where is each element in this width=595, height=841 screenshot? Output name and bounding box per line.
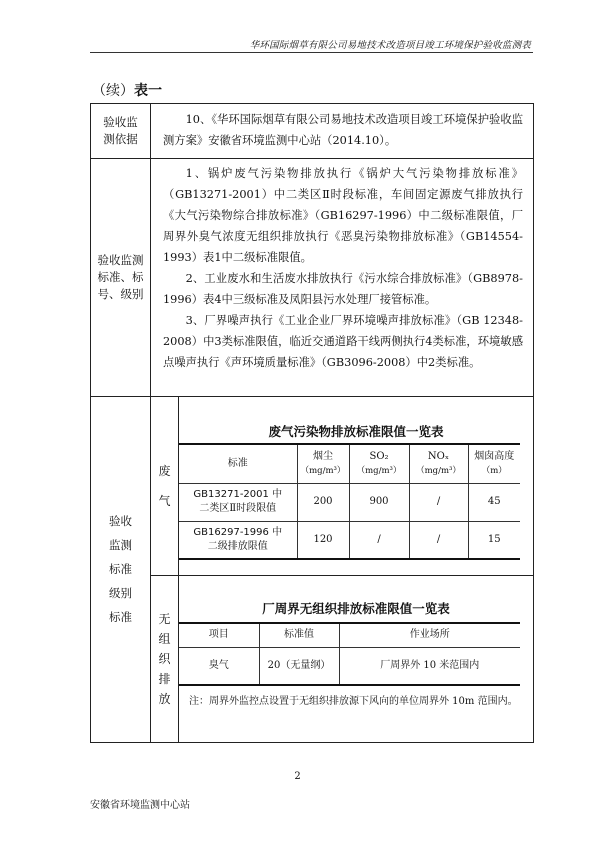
- section-title-prefix: （续）: [92, 83, 134, 99]
- fugitive-label: [151, 576, 179, 742]
- cell-nox: /: [409, 521, 468, 559]
- standards-row: [91, 158, 533, 397]
- cell-standard: [179, 483, 297, 521]
- basis-label-text: 验收监测依据: [103, 115, 138, 146]
- standards-paragraph-1: 1、锅炉废气污染物排放执行《锅炉大气污染物排放标准》（GB13271-2001）中二类区Ⅱ时段标准，车间固定源废气排放执行《大气污染物综合排放标准》（GB16297-1996）中二级标准限值，厂周界外臭气浓度无组织排放执行《恶臭污染物排放标准》（GB14554-1993）表1中二级标准限值。: [163, 167, 523, 264]
- header-value: 标准值: [259, 623, 339, 647]
- main-table: [90, 103, 534, 743]
- cell-height: 15: [468, 521, 520, 559]
- section-title: [92, 80, 162, 100]
- cell-dust: 200: [297, 483, 349, 521]
- cell-standard-line2: 二类区Ⅱ时段限值: [199, 503, 277, 514]
- header-standard: 标准: [179, 444, 297, 483]
- basis-paragraph: 10、《华环国际烟草有限公司易地技术改造项目竣工环境保护验收监测方案》安徽省环境监测中心站（2014.10）。: [163, 113, 523, 147]
- page-number: 2: [294, 771, 301, 782]
- document-header-title: 华环国际烟草有限公司易地技术改造项目竣工环境保护验收监测表: [249, 40, 531, 51]
- fugitive-table-title: 厂周界无组织排放标准限值一览表: [262, 601, 450, 616]
- standards-content: [151, 158, 533, 396]
- header-rule: [90, 52, 533, 53]
- section-title-text: 表一: [134, 83, 162, 99]
- table-row: [179, 483, 520, 521]
- cell-so2: /: [349, 521, 409, 559]
- header-so2-unit: （mg/m³）: [356, 465, 402, 476]
- header-height: [468, 444, 520, 483]
- waste-gas-area: [179, 396, 533, 576]
- limits-label-text: 验收监测标准级别标准: [109, 514, 132, 624]
- waste-gas-table: [179, 443, 520, 560]
- standards-paragraph-2: 2、工业废水和生活废水排放执行《污水综合排放标准》（GB8978-1996）表4中三级标准及凤阳县污水处理厂接管标准。: [163, 272, 523, 306]
- fugitive-note: 注：周界外监控点设置于无组织排放源下风向的单位周界外 10m 范围内。: [189, 696, 518, 707]
- cell-value: 20（无量纲）: [259, 647, 339, 685]
- cell-standard-line1: GB13271-2001 中: [193, 489, 283, 500]
- basis-content: [151, 104, 533, 158]
- cell-item: 臭气: [179, 647, 259, 685]
- header-so2: [349, 444, 409, 483]
- cell-dust: 120: [297, 521, 349, 559]
- fugitive-label-text: 无组织排放: [158, 612, 171, 706]
- header-dust: [297, 444, 349, 483]
- header-height-text: 烟囱高度: [474, 450, 515, 462]
- waste-gas-label-text: 废气: [158, 463, 171, 508]
- cell-height: 45: [468, 483, 520, 521]
- fugitive-header-row: [179, 623, 520, 647]
- standards-label-text: 验收监测标准、标号、级别: [97, 252, 144, 301]
- header-place: 作业场所: [339, 623, 520, 647]
- fugitive-area: [179, 576, 533, 742]
- header-item: 项目: [179, 623, 259, 647]
- header-dust-text: 烟尘: [313, 450, 333, 462]
- cell-place: 厂周界外 10 米范围内: [339, 647, 520, 685]
- header-nox: [409, 444, 468, 483]
- cell-standard: [179, 521, 297, 559]
- header-nox-text: NOₓ: [427, 450, 450, 462]
- header-nox-unit: （mg/m³）: [416, 465, 461, 476]
- waste-gas-label: [151, 396, 179, 576]
- limits-label: [91, 396, 151, 742]
- waste-gas-table-title: 废气污染物排放标准限值一览表: [268, 424, 444, 439]
- header-dust-unit: （mg/m³）: [300, 465, 346, 476]
- header-so2-text: SO₂: [369, 450, 389, 462]
- table-row: [179, 521, 520, 559]
- standards-paragraph-3: 3、厂界噪声执行《工业企业厂界环境噪声排放标准》（GB 12348-2008）中3类标准限值，临近交通道路干线两侧执行4类标准，环境敏感点噪声执行《声环境质量标准》（GB3096-2008）中2类标准。: [163, 314, 523, 369]
- limits-row: [91, 396, 533, 742]
- cell-so2: 900: [349, 483, 409, 521]
- waste-gas-header-row: [179, 444, 520, 483]
- basis-row: [91, 104, 533, 159]
- footer-organization: 安徽省环境监测中心站: [90, 800, 190, 811]
- cell-standard-line2: 二级排放限值: [207, 540, 268, 552]
- cell-standard-line1: GB16297-1996 中: [193, 526, 283, 538]
- fugitive-table: [179, 622, 520, 686]
- header-height-unit: （m）: [481, 465, 507, 476]
- table-row: [179, 647, 520, 685]
- basis-label: [91, 104, 151, 158]
- standards-label: [91, 158, 151, 396]
- cell-nox: /: [409, 483, 468, 521]
